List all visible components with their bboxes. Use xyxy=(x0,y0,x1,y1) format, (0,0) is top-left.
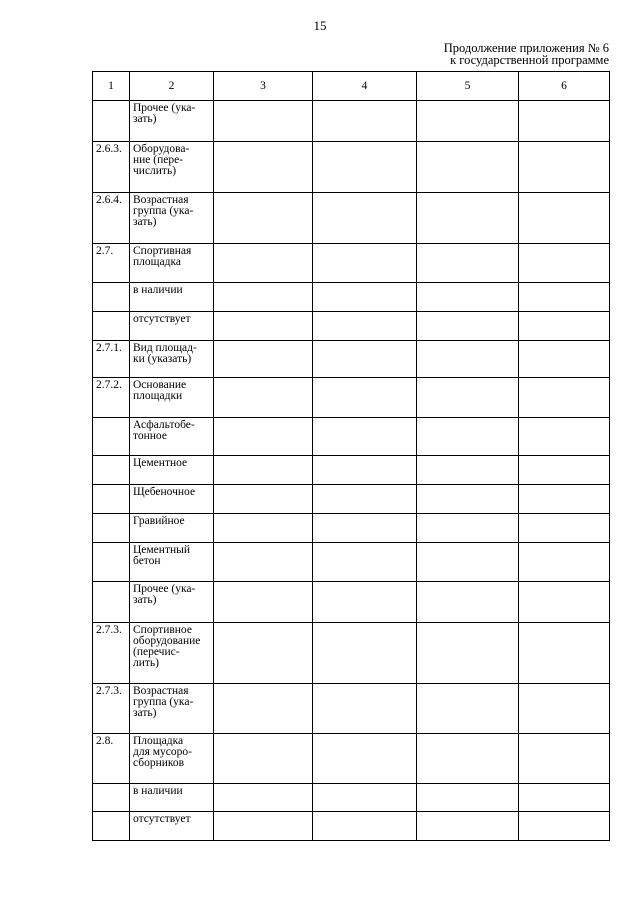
empty-cell xyxy=(214,312,313,341)
empty-cell xyxy=(519,312,610,341)
row-label: Спортивная площадка xyxy=(130,244,214,283)
empty-cell xyxy=(313,514,417,543)
row-label: Площадка для мусоро- сборников xyxy=(130,734,214,784)
empty-cell xyxy=(214,456,313,485)
column-header: 6 xyxy=(519,72,610,101)
empty-cell xyxy=(214,101,313,142)
empty-cell xyxy=(214,142,313,193)
empty-cell xyxy=(214,341,313,378)
empty-cell xyxy=(417,101,519,142)
empty-cell xyxy=(417,812,519,841)
empty-cell xyxy=(214,283,313,312)
row-number xyxy=(93,485,130,514)
empty-cell xyxy=(519,784,610,812)
empty-cell xyxy=(313,456,417,485)
row-label: Щебеночное xyxy=(130,485,214,514)
empty-cell xyxy=(519,684,610,734)
empty-cell xyxy=(519,101,610,142)
row-label: в наличии xyxy=(130,784,214,812)
row-label: Вид площад- ки (указать) xyxy=(130,341,214,378)
empty-cell xyxy=(214,582,313,623)
empty-cell xyxy=(214,543,313,582)
empty-cell xyxy=(214,734,313,784)
row-label: Асфальтобе- тонное xyxy=(130,418,214,456)
table-row xyxy=(93,341,610,378)
column-header: 3 xyxy=(214,72,313,101)
header-note xyxy=(444,42,609,66)
table-row xyxy=(93,101,610,142)
empty-cell xyxy=(313,312,417,341)
empty-cell xyxy=(313,543,417,582)
table-row xyxy=(93,543,610,582)
table-row xyxy=(93,812,610,841)
empty-cell xyxy=(519,193,610,244)
empty-cell xyxy=(417,378,519,418)
empty-cell xyxy=(417,514,519,543)
empty-cell xyxy=(417,543,519,582)
table-row xyxy=(93,734,610,784)
empty-cell xyxy=(313,784,417,812)
empty-cell xyxy=(417,142,519,193)
empty-cell xyxy=(417,582,519,623)
empty-cell xyxy=(313,485,417,514)
empty-cell xyxy=(214,378,313,418)
row-label: отсутствует xyxy=(130,812,214,841)
row-number: 2.7.3. xyxy=(93,623,130,684)
empty-cell xyxy=(417,418,519,456)
table-row xyxy=(93,312,610,341)
row-label: Спортивное оборудование (перечис- лить) xyxy=(130,623,214,684)
table-row xyxy=(93,784,610,812)
row-label: Прочее (ука- зать) xyxy=(130,101,214,142)
empty-cell xyxy=(417,193,519,244)
empty-cell xyxy=(519,283,610,312)
table-row xyxy=(93,378,610,418)
row-label: Возрастная группа (ука- зать) xyxy=(130,684,214,734)
empty-cell xyxy=(519,378,610,418)
empty-cell xyxy=(519,582,610,623)
empty-cell xyxy=(417,456,519,485)
column-header: 4 xyxy=(313,72,417,101)
page-number: 15 xyxy=(313,18,327,33)
empty-cell xyxy=(313,582,417,623)
table-row xyxy=(93,582,610,623)
table-row xyxy=(93,142,610,193)
empty-cell xyxy=(519,623,610,684)
empty-cell xyxy=(519,456,610,485)
row-label: в наличии xyxy=(130,283,214,312)
empty-cell xyxy=(313,142,417,193)
empty-cell xyxy=(313,623,417,684)
empty-cell xyxy=(417,623,519,684)
empty-cell xyxy=(417,341,519,378)
empty-cell xyxy=(417,283,519,312)
empty-cell xyxy=(214,623,313,684)
row-number: 2.7. xyxy=(93,244,130,283)
table-row xyxy=(93,283,610,312)
empty-cell xyxy=(519,418,610,456)
empty-cell xyxy=(417,784,519,812)
empty-cell xyxy=(313,684,417,734)
row-number xyxy=(93,582,130,623)
column-header: 5 xyxy=(417,72,519,101)
empty-cell xyxy=(313,283,417,312)
empty-cell xyxy=(417,684,519,734)
header-line-1: Продолжение приложения № 6 xyxy=(443,41,609,55)
row-label: Основание площадки xyxy=(130,378,214,418)
row-number xyxy=(93,456,130,485)
row-number xyxy=(93,283,130,312)
empty-cell xyxy=(313,418,417,456)
row-number: 2.7.1. xyxy=(93,341,130,378)
empty-cell xyxy=(313,244,417,283)
row-label: Цементный бетон xyxy=(130,543,214,582)
empty-cell xyxy=(417,244,519,283)
column-header: 2 xyxy=(130,72,214,101)
empty-cell xyxy=(519,244,610,283)
empty-cell xyxy=(519,341,610,378)
empty-cell xyxy=(214,244,313,283)
empty-cell xyxy=(519,734,610,784)
data-table xyxy=(92,71,610,841)
table-row xyxy=(93,244,610,283)
row-number xyxy=(93,784,130,812)
row-label: Цементное xyxy=(130,456,214,485)
empty-cell xyxy=(214,193,313,244)
row-number xyxy=(93,812,130,841)
row-number xyxy=(93,543,130,582)
row-number: 2.6.3. xyxy=(93,142,130,193)
row-number: 2.6.4. xyxy=(93,193,130,244)
empty-cell xyxy=(519,543,610,582)
empty-cell xyxy=(313,193,417,244)
empty-cell xyxy=(214,684,313,734)
empty-cell xyxy=(214,514,313,543)
empty-cell xyxy=(313,812,417,841)
row-number xyxy=(93,101,130,142)
table-row xyxy=(93,514,610,543)
empty-cell xyxy=(417,312,519,341)
row-number: 2.8. xyxy=(93,734,130,784)
empty-cell xyxy=(313,378,417,418)
row-number xyxy=(93,312,130,341)
table-row xyxy=(93,485,610,514)
row-label: отсутствует xyxy=(130,312,214,341)
empty-cell xyxy=(417,734,519,784)
table-row xyxy=(93,456,610,485)
row-number xyxy=(93,418,130,456)
column-header: 1 xyxy=(93,72,130,101)
table-row xyxy=(93,684,610,734)
empty-cell xyxy=(214,418,313,456)
table-row xyxy=(93,418,610,456)
empty-cell xyxy=(519,142,610,193)
table-row xyxy=(93,193,610,244)
row-number: 2.7.3. xyxy=(93,684,130,734)
row-label: Оборудова- ние (пере- числить) xyxy=(130,142,214,193)
empty-cell xyxy=(519,485,610,514)
row-label: Возрастная группа (ука- зать) xyxy=(130,193,214,244)
table-header-row xyxy=(93,72,610,101)
empty-cell xyxy=(519,514,610,543)
empty-cell xyxy=(519,812,610,841)
row-number: 2.7.2. xyxy=(93,378,130,418)
row-label: Прочее (ука- зать) xyxy=(130,582,214,623)
empty-cell xyxy=(313,341,417,378)
empty-cell xyxy=(313,734,417,784)
row-label: Гравийное xyxy=(130,514,214,543)
empty-cell xyxy=(214,485,313,514)
empty-cell xyxy=(214,784,313,812)
table-row xyxy=(93,623,610,684)
header-line-2: к государственной программе xyxy=(450,53,609,67)
empty-cell xyxy=(214,812,313,841)
row-number xyxy=(93,514,130,543)
empty-cell xyxy=(313,101,417,142)
empty-cell xyxy=(417,485,519,514)
